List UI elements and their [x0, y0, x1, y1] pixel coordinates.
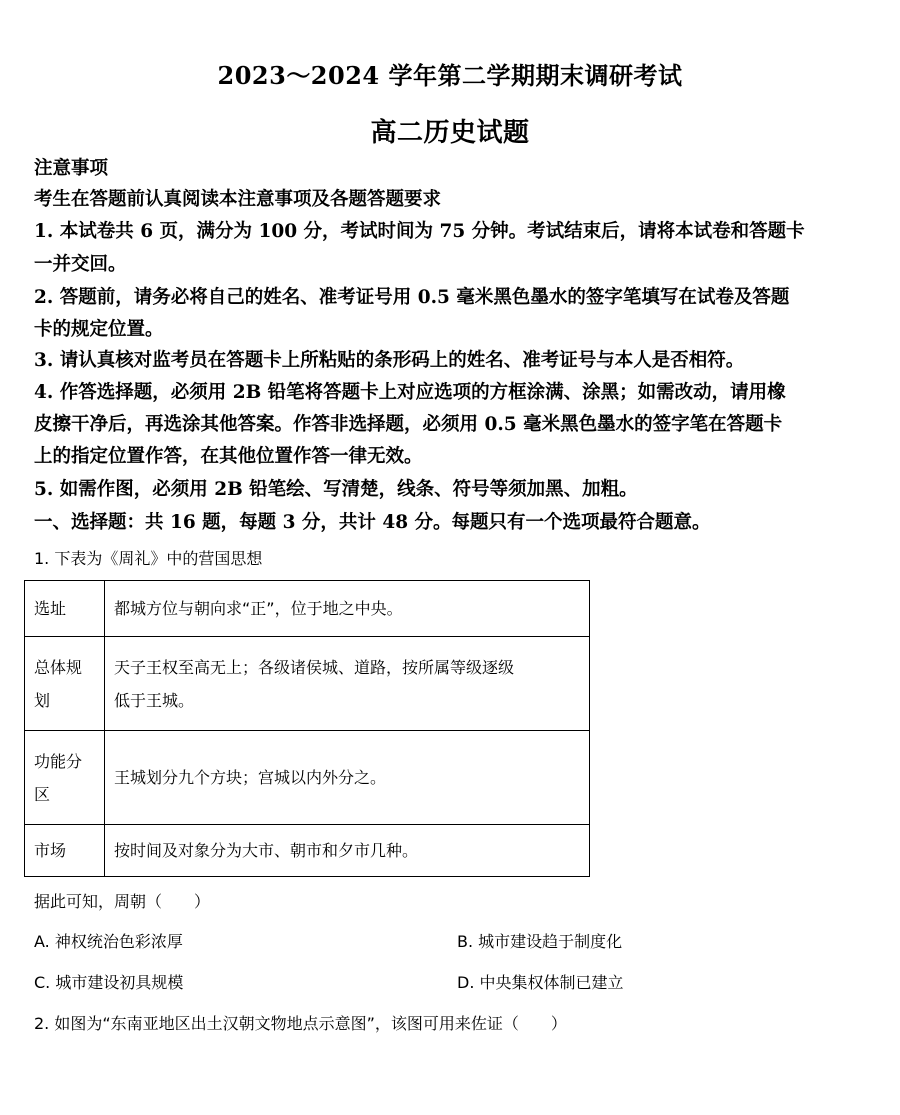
table-key-text: 划 [34, 690, 51, 710]
table-key-cell [25, 581, 105, 637]
table-value-cell [105, 825, 590, 877]
table-key-text: 总体规 [34, 657, 83, 677]
table-value-text: 天子王权至高无上；各级诸侯城、道路，按所属等级逐级 [114, 657, 515, 677]
notice-line: 上的指定位置作答，在其他位置作答一律无效。 [34, 446, 423, 467]
notice-line: 5. 如需作图，必须用 2B 铅笔绘、写清楚，线条、符号等须加黑、加粗。 [34, 479, 638, 500]
table-row [25, 581, 590, 637]
table-key-text: 市场 [34, 841, 67, 860]
exam-title: 2023～2024 学年第二学期期末调研考试 [217, 61, 683, 90]
notice-line: 卡的规定位置。 [34, 319, 164, 340]
notice-line: 2. 答题前，请务必将自己的姓名、准考证号用 0.5 毫米黑色墨水的签字笔填写在试卷及答题 [34, 287, 790, 308]
option-a[interactable]: A. 神权统治色彩浓厚 [34, 932, 183, 951]
notice-line: 4. 作答选择题，必须用 2B 铅笔将答题卡上对应选项的方框涂满、涂黑；如需改动，请用橡 [34, 382, 786, 403]
notice-line: 3. 请认真核对监考员在答题卡上所粘贴的条形码上的姓名、准考证号与本人是否相符。 [34, 350, 745, 371]
section-heading: 一、选择题：共 16 题，每题 3 分，共计 48 分。每题只有一个选项最符合题意。 [34, 512, 711, 533]
notice-line: 1. 本试卷共 6 页，满分为 100 分，考试时间为 75 分钟。考试结束后，请将本试卷和答题卡 [34, 221, 805, 242]
notice-heading: 注意事项 [34, 158, 109, 179]
zhouli-table [24, 580, 590, 877]
table-value-cell [105, 637, 590, 731]
table-row [25, 637, 590, 731]
notice-intro: 考生在答题前认真阅读本注意事项及各题答题要求 [34, 189, 442, 210]
table-value-text: 都城方位与朝向求“正”，位于地之中央。 [114, 599, 403, 618]
option-c[interactable]: C. 城市建设初具规模 [34, 973, 184, 992]
notice-line: 一并交回。 [34, 254, 127, 275]
table-value-cell [105, 731, 590, 825]
table-value-text: 低于王城。 [114, 690, 195, 710]
question-2-stem: 2. 如图为“东南亚地区出土汉朝文物地点示意图”，该图可用来佐证（ ） [34, 1014, 567, 1033]
table-row [25, 731, 590, 825]
table-key-text: 区 [34, 784, 51, 804]
option-d[interactable]: D. 中央集权体制已建立 [457, 973, 624, 992]
table-value-text: 按时间及对象分为大市、朝市和夕市几种。 [114, 841, 419, 860]
option-b[interactable]: B. 城市建设趋于制度化 [457, 932, 623, 951]
table-key-text: 功能分 [34, 751, 83, 771]
question-1-stem: 1. 下表为《周礼》中的营国思想 [34, 549, 263, 568]
table-value-text: 王城划分九个方块；宫城以内外分之。 [114, 768, 387, 787]
table-value-cell [105, 581, 590, 637]
table-key-text: 选址 [34, 599, 67, 618]
question-1-prompt: 据此可知，周朝（ ） [34, 892, 211, 911]
table-key-cell [25, 637, 105, 731]
table-key-cell [25, 825, 105, 877]
table-row [25, 825, 590, 877]
exam-subtitle: 高二历史试题 [370, 118, 530, 148]
table-key-cell [25, 731, 105, 825]
notice-line: 皮擦干净后，再选涂其他答案。作答非选择题，必须用 0.5 毫米黑色墨水的签字笔在答题卡 [34, 414, 783, 435]
